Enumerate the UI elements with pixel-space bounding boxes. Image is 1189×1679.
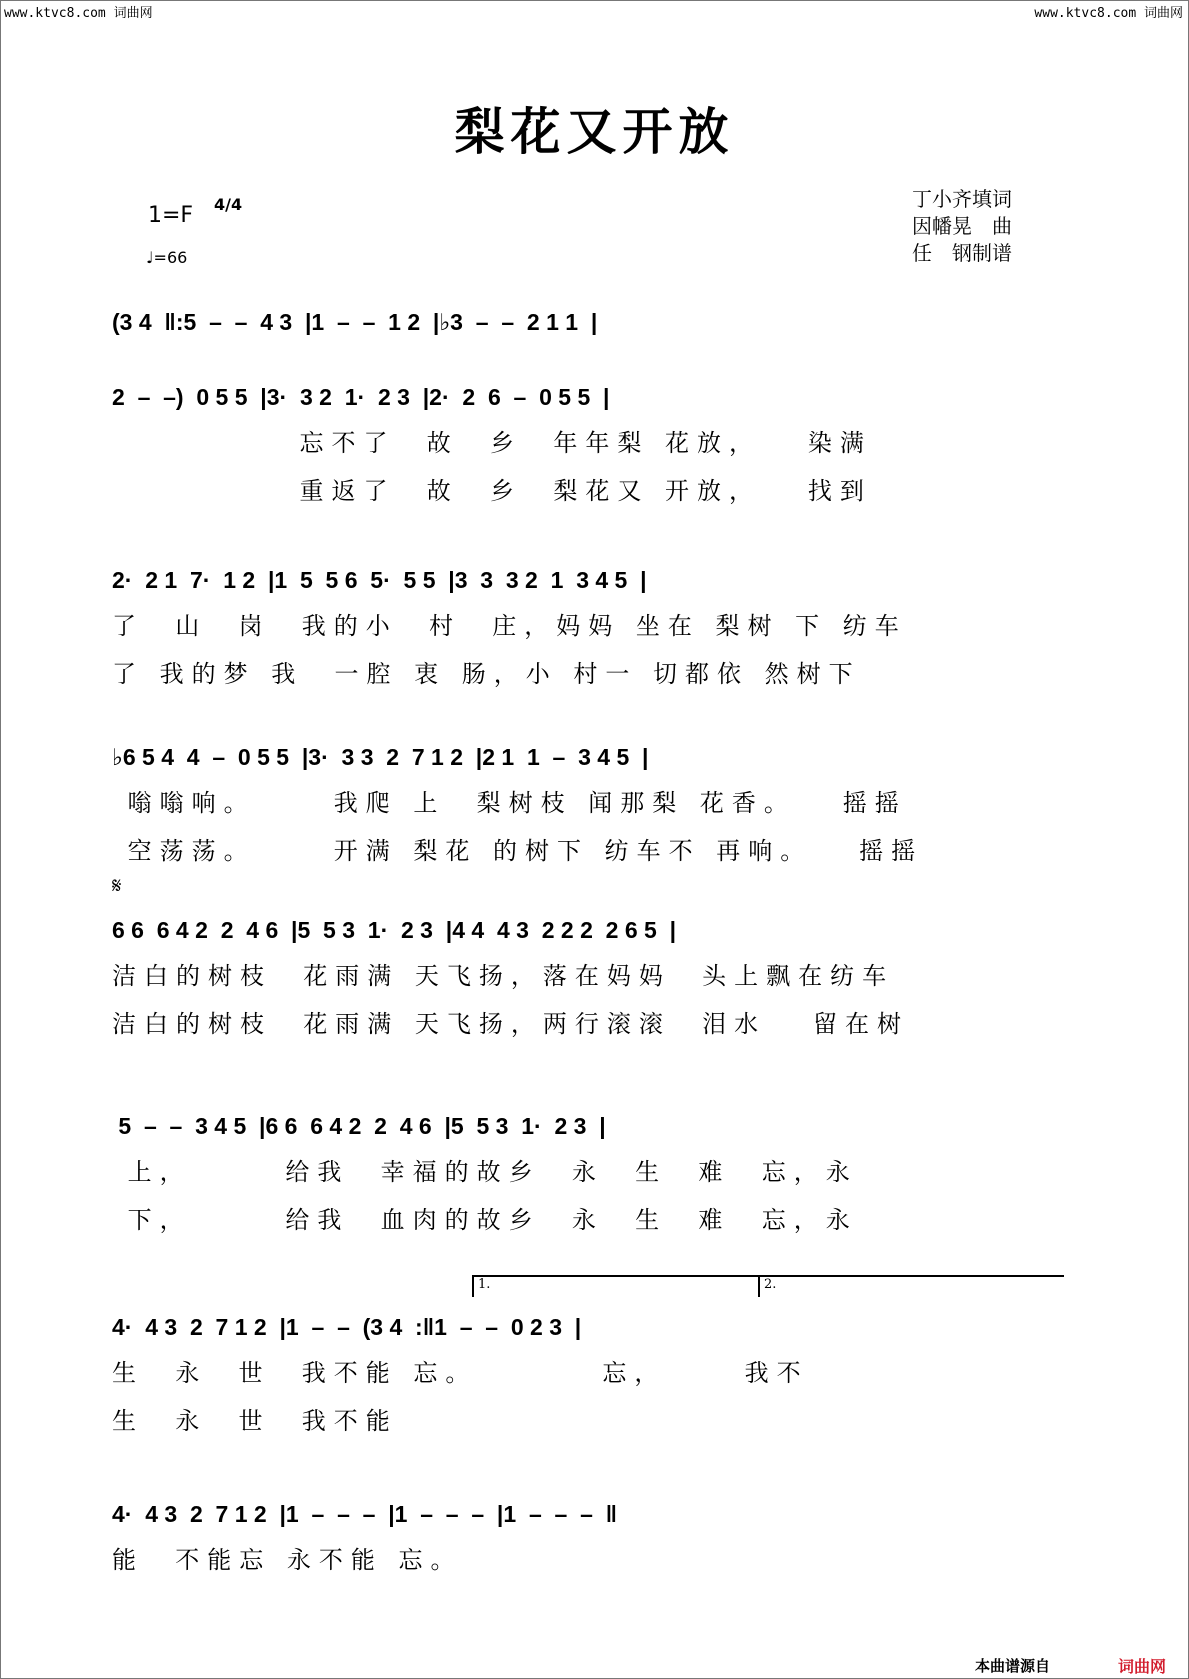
score-line-4 [112,735,1072,875]
score-line-3 [112,558,1072,698]
credits [912,186,1012,267]
notation-row: (3 4 ‖:5 – – 4 3 |1 – – 1 2 |♭3 – – 2 1 1 | [112,309,598,335]
score-line-5 [112,874,1072,1048]
lyrics-verse-1: 能 不能忘 永不能 忘。 [112,1546,463,1574]
lyrics-verse-2: 洁白的树枝 花雨满 天飞扬，两行滚滚 泪水 留在树 [112,1010,910,1038]
score-line-6 [112,1104,1072,1244]
notation-row: 2· 2 1 7· 1 2 |1 5 5 6 5· 5 5 |3 3 3 2 1 3 4 5 | [112,567,647,593]
lyrics-verse-2: 重返了 故 乡 梨花又 开放， 找到 [112,477,872,505]
lyrics-verse-1: 嗡嗡响。 我爬 上 梨树枝 闻那梨 花香。 摇摇 [112,789,907,817]
footer-brand: 词曲网 [1118,1657,1167,1676]
score-line-7 [112,1277,1072,1445]
score-line-1 [112,300,1072,344]
composer-credit: 因幡晃 曲 [912,214,1012,238]
notation-row: 5 – – 3 4 5 |6 6 6 4 2 2 4 6 |5 5 3 1· 2 3 | [112,1113,606,1139]
header-left: www.ktvc8.com 词曲网 [4,6,153,21]
notation-row: 4· 4 3 2 7 1 2 |1 – – (3 4 :‖1 – – 0 2 3 | [112,1314,582,1340]
volta-1: 1. [472,1275,758,1297]
score-line-2 [112,375,1072,515]
lyrics-verse-2: 生 永 世 我不能 [112,1407,398,1435]
lyricist-credit: 丁小齐填词 [912,187,1012,211]
volta-2: 2. [758,1275,1064,1297]
key-signature: 1=F [148,203,194,228]
lyrics-verse-2: 空荡荡。 开满 梨花 的树下 纺车不 再响。 摇摇 [112,837,924,865]
notation-row: 4· 4 3 2 7 1 2 |1 – – – |1 – – – |1 – – – ‖ [112,1501,618,1527]
score-line-8 [112,1492,1072,1584]
header-right: www.ktvc8.com 词曲网 [1034,6,1183,21]
notation-row: 2 – –) 0 5 5 |3· 3 2 1· 2 3 |2· 2 6 – 0 5 5 | [112,384,610,410]
lyrics-verse-1: 洁白的树枝 花雨满 天飞扬，落在妈妈 头上飘在纺车 [112,962,895,990]
tempo-mark: ♩=66 [146,248,188,267]
notation-row: ♭6 5 4 4 – 0 5 5 |3· 3 3 2 7 1 2 |2 1 1 – 3 4 5 | [112,744,649,770]
lyrics-verse-1: 上， 给我 幸福的故乡 永 生 难 忘，永 [112,1158,858,1186]
segno-sign: 𝄋 [112,874,122,899]
footer-source: 本曲谱源自 [975,1657,1051,1675]
lyrics-verse-2: 了 我的梦 我 一腔 衷 肠，小 村一 切都依 然树下 [112,660,861,688]
lyrics-verse-1: 忘不了 故 乡 年年梨 花放， 染满 [112,429,872,457]
lyrics-verse-1: 生 永 世 我不能 忘。 忘， 我不 [112,1359,809,1387]
lyrics-verse-2: 下， 给我 血肉的故乡 永 生 难 忘，永 [112,1206,858,1234]
notation-row: 6 6 6 4 2 2 4 6 |5 5 3 1· 2 3 |4 4 4 3 2 2 2 2 6 5 | [112,917,677,943]
song-title: 梨花又开放 [454,102,735,161]
lyrics-verse-1: 了 山 岗 我的小 村 庄，妈妈 坐在 梨树 下 纺车 [112,612,907,640]
time-signature: 4/4 [214,195,243,214]
arranger-credit: 任 钢制谱 [912,241,1012,265]
